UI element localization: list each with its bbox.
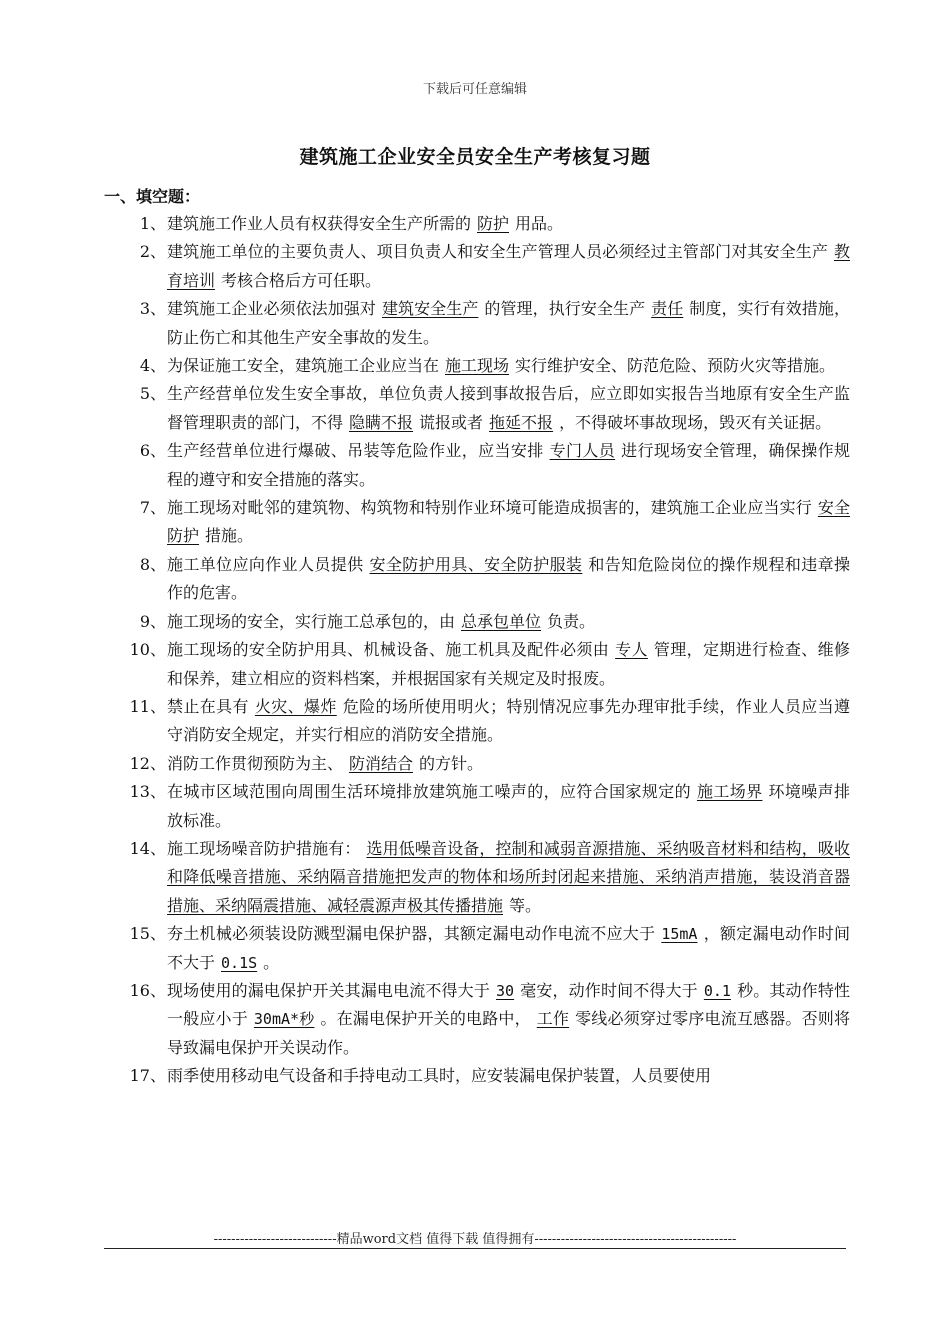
answer-blank: 0.1S	[221, 953, 258, 972]
question-item	[120, 380, 850, 437]
question-text: 考核合格后方可任职。	[221, 270, 382, 290]
question-text: 零线必须穿过零序电流互感器。否则将导致漏电保护开关误动作。	[167, 1009, 850, 1057]
question-text: 负责。	[547, 611, 596, 631]
question-item	[120, 1062, 850, 1090]
question-text: 消防工作贯彻预防为主、	[167, 753, 344, 773]
question-item	[120, 920, 850, 977]
footer-divider	[104, 1248, 846, 1249]
question-text: 谎报或者	[419, 412, 484, 432]
answer-blank: 拖延不报	[489, 412, 554, 432]
question-item	[120, 835, 850, 920]
question-item	[120, 778, 850, 835]
answer-blank: 防护	[477, 214, 510, 233]
question-text: 在城市区域范围向周围生活环境排放建筑施工噪声的，应符合国家规定的	[167, 782, 691, 802]
question-number: 6、	[139, 441, 166, 461]
question-text: 用品。	[515, 214, 564, 233]
question-number: 1、	[139, 214, 166, 233]
question-item	[120, 494, 850, 551]
answer-blank: 选用低噪音设备，控制和减弱音源措施、采纳吸音材料和结构，吸收和降低噪音措施、采纳隔音措施把发声的物体和场所封闭起来措施、采纳消声措施，装设消音器措施、采纳隔震措施、减轻震源声极其传播措施	[167, 838, 850, 915]
answer-blank: 隐瞒不报	[349, 412, 414, 432]
question-text: 为保证施工安全，建筑施工企业应当在	[167, 356, 440, 376]
question-text: 建筑施工作业人员有权获得安全生产所需的	[167, 214, 472, 233]
footer-text: ----------------------------精品word文档 值得下载 值得拥有----------------------------------------------	[213, 1232, 737, 1247]
question-item	[120, 636, 850, 693]
answer-blank: 防消结合	[349, 753, 414, 773]
answer-blank: 专人	[615, 640, 648, 660]
question-text: 雨季使用移动电气设备和手持电动工具时，应安装漏电保护装置，人员要使用	[167, 1066, 712, 1086]
question-text: 管理，定期进行检查、维修和保养，建立相应的资料档案，并根据国家有关规定及时报废。	[167, 640, 850, 688]
answer-blank: 教育培训	[167, 242, 850, 290]
question-item	[120, 295, 850, 352]
section-heading: 一、填空题：	[104, 187, 201, 206]
question-text: 。在漏电保护开关的电路中，	[320, 1009, 531, 1029]
question-number: 17、	[129, 1066, 166, 1086]
question-number: 12、	[129, 753, 166, 773]
answer-blank: 责任	[651, 299, 684, 319]
answer-blank: 施工场界	[696, 782, 763, 802]
question-text: 秒。其动作特性一般应小于	[167, 980, 850, 1029]
answer-blank: 15mA	[661, 925, 698, 944]
question-text: 危险的场所使用明火；特别情况应事先办理审批手续，作业人员应当遵守消防安全规定，并实行相应的消防安全措施。	[167, 696, 850, 745]
answer-blank: 安全防护用具、安全防护服装	[369, 554, 583, 574]
question-text: 夯土机械必须装设防溅型漏电保护器，其额定漏电动作电流不应大于	[167, 924, 656, 944]
question-text: 毫安，动作时间不得大于	[520, 980, 698, 1000]
question-number: 8、	[139, 554, 166, 574]
question-text: 现场使用的漏电保护开关其漏电电流不得大于	[167, 980, 490, 1000]
question-text: 建筑施工企业必须依法加强对	[167, 299, 376, 319]
answer-blank: 建筑安全生产	[381, 299, 479, 319]
answer-blank: 30mA*秒	[253, 1010, 315, 1029]
question-text: 措施。	[205, 526, 254, 546]
question-number: 10、	[129, 640, 166, 660]
question-text: ，不得破坏事故现场，毁灭有关证据。	[559, 412, 832, 432]
question-number: 14、	[129, 838, 166, 858]
question-text: ，额定漏电动作时间不大于	[167, 924, 850, 972]
answer-blank: 工作	[536, 1009, 570, 1029]
question-text: 的管理，执行安全生产	[484, 299, 646, 319]
question-number: 4、	[139, 356, 166, 376]
question-item	[120, 210, 850, 238]
question-text: 生产经营单位发生安全事故，单位负责人接到事故报告后，应立即如实报告当地原有安全生产监督管理职责的部门，不得	[167, 384, 850, 432]
question-text: 实行维护安全、防范危险、预防火灾等措施。	[515, 356, 836, 376]
question-text: 施工现场的安全防护用具、机械设备、施工机具及配件必须由	[167, 640, 610, 660]
question-text: 施工单位应向作业人员提供	[167, 554, 364, 574]
answer-blank: 专门人员	[549, 441, 616, 461]
question-text: 生产经营单位进行爆破、吊装等危险作业，应当安排	[167, 441, 544, 461]
question-item	[120, 608, 850, 636]
question-text: 环境噪声排放标准。	[167, 782, 850, 830]
question-item	[120, 977, 850, 1062]
question-number: 2、	[139, 242, 166, 262]
question-item	[120, 238, 850, 295]
question-number: 9、	[139, 611, 166, 631]
question-number: 3、	[139, 299, 166, 319]
answer-blank: 施工现场	[445, 356, 510, 376]
question-text: 施工现场噪音防护措施有：	[167, 838, 361, 858]
answer-blank: 总承包单位	[461, 611, 542, 631]
answer-blank: 安全防护	[167, 498, 850, 546]
question-item	[120, 437, 850, 494]
document-title: 建筑施工企业安全员安全生产考核复习题	[299, 146, 651, 168]
question-text: 施工现场对毗邻的建筑物、构筑物和特别作业环境可能造成损害的，建筑施工企业应当实行	[167, 498, 812, 518]
question-item	[120, 750, 850, 778]
question-list	[120, 210, 850, 1091]
question-item	[120, 352, 850, 380]
question-number: 15、	[129, 924, 166, 944]
answer-blank: 0.1	[703, 981, 731, 1000]
question-text: 进行现场安全管理，确保操作规程的遵守和安全措施的落实。	[167, 441, 850, 489]
question-number: 13、	[129, 782, 166, 802]
question-number: 5、	[139, 384, 166, 404]
question-text: 。	[263, 952, 280, 972]
question-text: 施工现场的安全，实行施工总承包的，由	[167, 611, 456, 631]
question-text: 的方针。	[419, 753, 484, 773]
question-item	[120, 551, 850, 608]
question-text: 制度，实行有效措施，防止伤亡和其他生产安全事故的发生。	[167, 299, 850, 347]
question-item	[120, 693, 850, 750]
question-number: 16、	[129, 980, 166, 1000]
question-number: 7、	[139, 498, 166, 518]
answer-blank: 火灾、爆炸	[254, 696, 337, 716]
question-text: 建筑施工单位的主要负责人、项目负责人和安全生产管理人员必须经过主管部门对其安全生产	[167, 242, 828, 262]
page-header: 下载后可任意编辑	[422, 82, 527, 97]
question-number: 11、	[129, 696, 166, 716]
question-text: 和告知危险岗位的操作规程和违章操作的危害。	[167, 554, 850, 603]
question-text: 禁止在具有	[167, 696, 249, 716]
question-text: 等。	[509, 895, 542, 915]
answer-blank: 30	[495, 981, 515, 1000]
